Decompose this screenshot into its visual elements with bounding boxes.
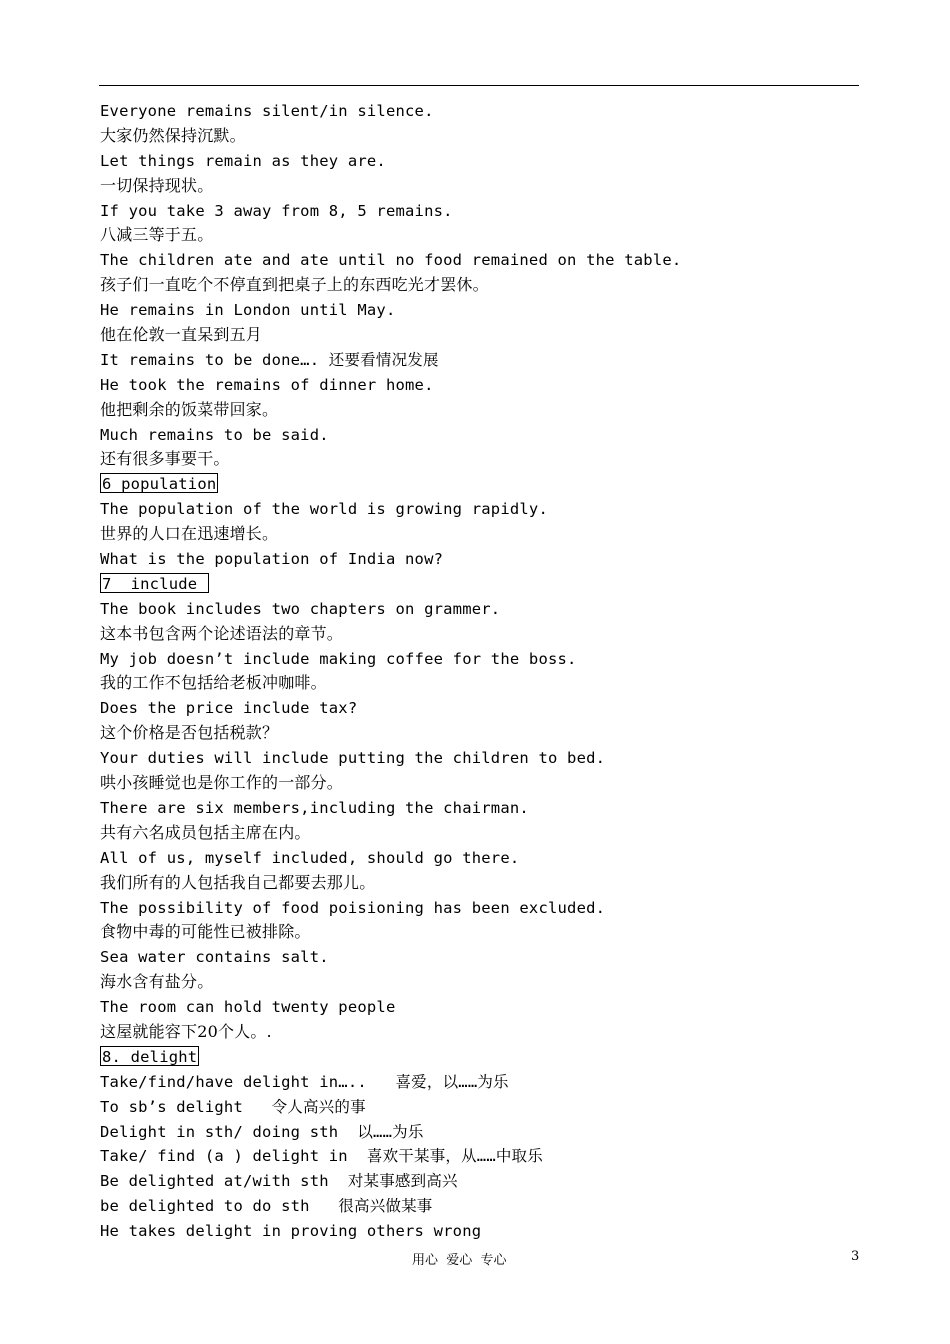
chinese-translation-line: 海水含有盐分。 bbox=[100, 972, 214, 992]
english-example-line: To sb’s delight 令人高兴的事 bbox=[100, 1097, 366, 1116]
english-example-line: Much remains to be said. bbox=[100, 425, 329, 444]
chinese-translation-line: 一切保持现状。 bbox=[100, 175, 214, 195]
english-example-line: The population of the world is growing rapidly. bbox=[100, 500, 548, 519]
section-heading bbox=[100, 472, 860, 497]
chinese-translation-line: 大家仍然保持沉默。 bbox=[100, 125, 246, 145]
english-example-line: The children ate and ate until no food remained on the table. bbox=[100, 251, 682, 270]
english-example-line: It remains to be done…. 还要看情况发展 bbox=[100, 350, 439, 369]
page-number: 3 bbox=[851, 1249, 860, 1264]
section-heading-box: 8. delight bbox=[102, 1047, 198, 1066]
chinese-translation-line: 还有很多事要干。 bbox=[100, 449, 230, 469]
english-example-line: Your duties will include putting the children to bed. bbox=[100, 749, 606, 768]
english-example-line: There are six members,including the chairman. bbox=[100, 798, 529, 817]
english-example-line: Be delighted at/with sth 对某事感到高兴 bbox=[100, 1172, 458, 1191]
english-example-line: Delight in sth/ doing sth 以……为乐 bbox=[100, 1122, 424, 1141]
chinese-translation-line: 这屋就能容下20个人。. bbox=[100, 1021, 272, 1041]
chinese-translation-line: 这本书包含两个论述语法的章节。 bbox=[100, 623, 344, 643]
english-example-line: The possibility of food poisioning has been excluded. bbox=[100, 898, 606, 917]
section-heading-box: 6 population bbox=[102, 475, 217, 494]
english-example-line: Take/ find (a ) delight in 喜欢干某事，从……中取乐 bbox=[100, 1147, 543, 1166]
chinese-translation-line: 食物中毒的可能性已被排除。 bbox=[100, 922, 311, 942]
english-example-line: If you take 3 away from 8, 5 remains. bbox=[100, 201, 453, 220]
chinese-translation-line: 我们所有的人包括我自己都要去那儿。 bbox=[100, 872, 376, 892]
header-rule bbox=[99, 85, 859, 86]
english-example-line: He remains in London until May. bbox=[100, 301, 396, 320]
chinese-translation-line: 共有六名成员包括主席在内。 bbox=[100, 822, 311, 842]
chinese-translation-line: 八减三等于五。 bbox=[100, 225, 214, 245]
section-heading bbox=[100, 572, 860, 597]
chinese-translation-line: 孩子们一直吃个不停直到把桌子上的东西吃光才罢休。 bbox=[100, 275, 489, 295]
english-example-line: He takes delight in proving others wrong bbox=[100, 1222, 482, 1241]
chinese-translation-line: 他在伦敦一直呆到五月 bbox=[100, 325, 263, 345]
english-example-line: The book includes two chapters on grammer. bbox=[100, 599, 501, 618]
chinese-translation-line: 世界的人口在迅速增长。 bbox=[100, 524, 279, 544]
english-example-line: My job doesn’t include making coffee for the boss. bbox=[100, 649, 577, 668]
chinese-translation-line: 哄小孩睡觉也是你工作的一部分。 bbox=[100, 773, 344, 793]
document-body bbox=[100, 99, 860, 1244]
footer-motto: 用心 爱心 专心 bbox=[412, 1253, 507, 1268]
english-example-line: Let things remain as they are. bbox=[100, 151, 386, 170]
english-example-line: Sea water contains salt. bbox=[100, 948, 329, 967]
english-example-line: Does the price include tax? bbox=[100, 699, 358, 718]
section-heading bbox=[100, 1045, 860, 1070]
chinese-translation-line: 他把剩余的饭菜带回家。 bbox=[100, 399, 279, 419]
chinese-translation-line: 我的工作不包括给老板冲咖啡。 bbox=[100, 673, 327, 693]
english-example-line: All of us, myself included, should go there. bbox=[100, 848, 520, 867]
english-example-line: The room can hold twenty people bbox=[100, 998, 396, 1017]
english-example-line: Take/find/have delight in….. 喜爱，以……为乐 bbox=[100, 1072, 509, 1091]
chinese-translation-line: 这个价格是否包括税款？ bbox=[100, 723, 279, 743]
section-heading-box: 7 include bbox=[102, 574, 207, 593]
english-example-line: He took the remains of dinner home. bbox=[100, 375, 434, 394]
english-example-line: What is the population of India now? bbox=[100, 550, 444, 569]
english-example-line: Everyone remains silent/in silence. bbox=[100, 102, 434, 120]
english-example-line: be delighted to do sth 很高兴做某事 bbox=[100, 1197, 433, 1216]
